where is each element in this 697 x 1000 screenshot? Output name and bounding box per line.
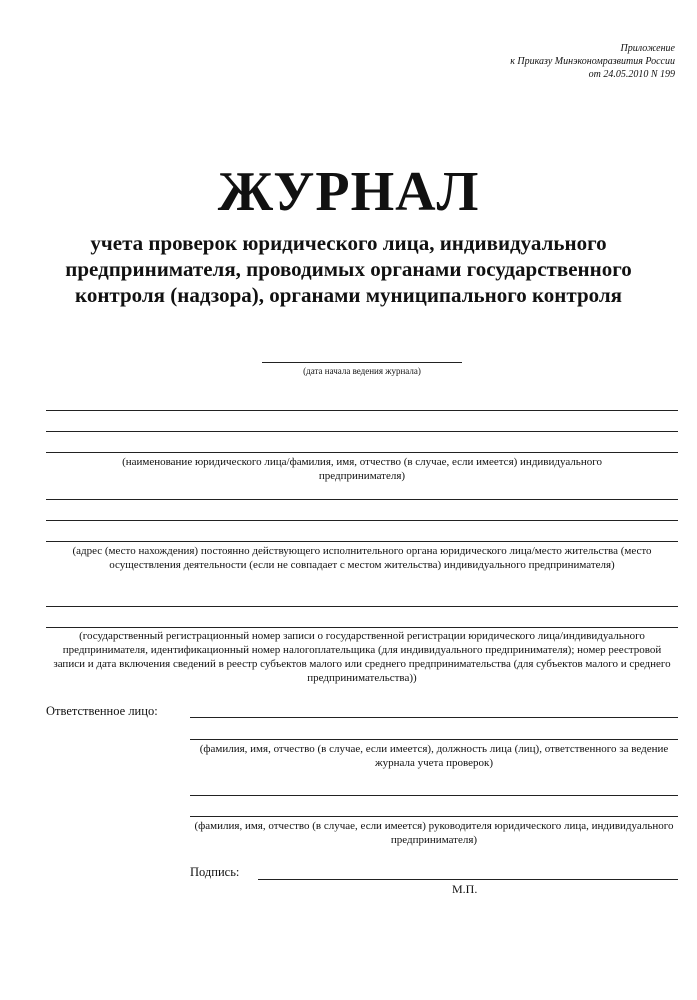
registration-line-1[interactable] xyxy=(46,606,678,607)
appendix-note xyxy=(510,42,675,81)
head-name-line-2[interactable] xyxy=(190,816,678,817)
start-date-field[interactable] xyxy=(262,362,462,363)
address-caption: (адрес (место нахождения) постоянно действующего исполнительного органа юридического лица/место жительства (место осуществления деятельности (если не совпадает с местом жительства) индивидуального предпринимателя) xyxy=(72,545,652,571)
entity-name-caption: (наименование юридического лица/фамилия, имя, отчество (в случае, если имеется) индивидуального предпринимателя) xyxy=(122,456,602,482)
seal-label: М.П. xyxy=(452,882,478,896)
appendix-line-2: к Приказу Минэкономразвития России xyxy=(510,56,675,67)
registration-caption: (государственный регистрационный номер записи о государственной регистрации юридического лица/индивидуального предпринимателя, идентификационный номер налогоплательщика (для индивидуального предпринимателя); номер реестровой записи и дата включения сведений в реестр субъектов малого или среднего предпринимательства (для субъектов малого и среднего предпринимательства)) xyxy=(53,630,671,684)
entity-name-line-3[interactable] xyxy=(46,452,678,453)
address-line-2[interactable] xyxy=(46,520,678,521)
signature-label: Подпись: xyxy=(190,865,240,879)
start-date-caption: (дата начала ведения журнала) xyxy=(303,366,421,376)
responsible-person-caption: (фамилия, имя, отчество (в случае, если имеется), должность лица (лиц), ответственного за ведение журнала учета проверок) xyxy=(199,743,669,769)
document-subtitle: учета проверок юридического лица, индивидуального предпринимателя, проводимых органами государственного контроля (надзора), органами муниципального контроля xyxy=(65,231,632,307)
head-name-caption: (фамилия, имя, отчество (в случае, если имеется) руководителя юридического лица, индивидуального предпринимателя) xyxy=(194,820,674,846)
responsible-person-label: Ответственное лицо: xyxy=(46,704,158,718)
signature-line[interactable] xyxy=(258,879,678,880)
address-line-1[interactable] xyxy=(46,499,678,500)
entity-name-line-1[interactable] xyxy=(46,410,678,411)
head-name-line-1[interactable] xyxy=(190,795,678,796)
appendix-line-1: Приложение xyxy=(620,43,675,54)
appendix-line-3: от 24.05.2010 N 199 xyxy=(588,69,675,80)
address-line-3[interactable] xyxy=(46,541,678,542)
responsible-person-line-2[interactable] xyxy=(190,739,678,740)
responsible-person-line-1[interactable] xyxy=(190,717,678,718)
registration-line-2[interactable] xyxy=(46,627,678,628)
document-title: ЖУРНАЛ xyxy=(217,161,480,223)
entity-name-line-2[interactable] xyxy=(46,431,678,432)
